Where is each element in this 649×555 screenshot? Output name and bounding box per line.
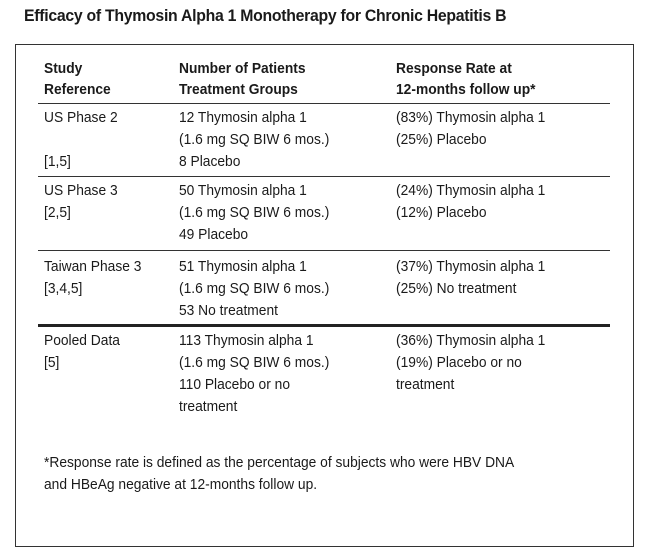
header-study-reference: Study Reference	[44, 60, 111, 98]
row-us-phase-3-groups: 50 Thymosin alpha 1 (1.6 mg SQ BIW 6 mos.) 49 Placebo	[179, 182, 330, 243]
row-pooled-data-groups: 113 Thymosin alpha 1 (1.6 mg SQ BIW 6 mos.) 110 Placebo or no treatment	[179, 332, 330, 415]
row-taiwan-phase-3-response: (37%) Thymosin alpha 1 (25%) No treatment	[396, 258, 546, 297]
row-us-phase-2-study: US Phase 2 [1,5]	[44, 109, 118, 170]
header-response-rate: Response Rate at 12-months follow up*	[396, 60, 536, 98]
pooled-divider	[38, 324, 610, 327]
row-us-phase-3-study: US Phase 3 [2,5]	[44, 182, 118, 221]
row-pooled-data-study: Pooled Data [5]	[44, 332, 120, 371]
row-pooled-data-response: (36%) Thymosin alpha 1 (19%) Placebo or no treatment	[396, 332, 546, 393]
row-us-phase-2-groups: 12 Thymosin alpha 1 (1.6 mg SQ BIW 6 mos.) 8 Placebo	[179, 109, 330, 170]
table-title: Efficacy of Thymosin Alpha 1 Monotherapy for Chronic Hepatitis B	[24, 6, 507, 25]
header-divider	[38, 103, 610, 104]
header-number-of-patients: Number of Patients Treatment Groups	[179, 60, 306, 98]
row-taiwan-phase-3-study: Taiwan Phase 3 [3,4,5]	[44, 258, 142, 297]
row-us-phase-2-response: (83%) Thymosin alpha 1 (25%) Placebo	[396, 109, 546, 148]
footnote: *Response rate is defined as the percentage of subjects who were HBV DNA and HBeAg negative at 12-months follow up.	[44, 454, 515, 493]
row-divider	[38, 250, 610, 251]
row-taiwan-phase-3-groups: 51 Thymosin alpha 1 (1.6 mg SQ BIW 6 mos.) 53 No treatment	[179, 258, 330, 319]
row-us-phase-3-response: (24%) Thymosin alpha 1 (12%) Placebo	[396, 182, 546, 221]
row-divider	[38, 176, 610, 177]
